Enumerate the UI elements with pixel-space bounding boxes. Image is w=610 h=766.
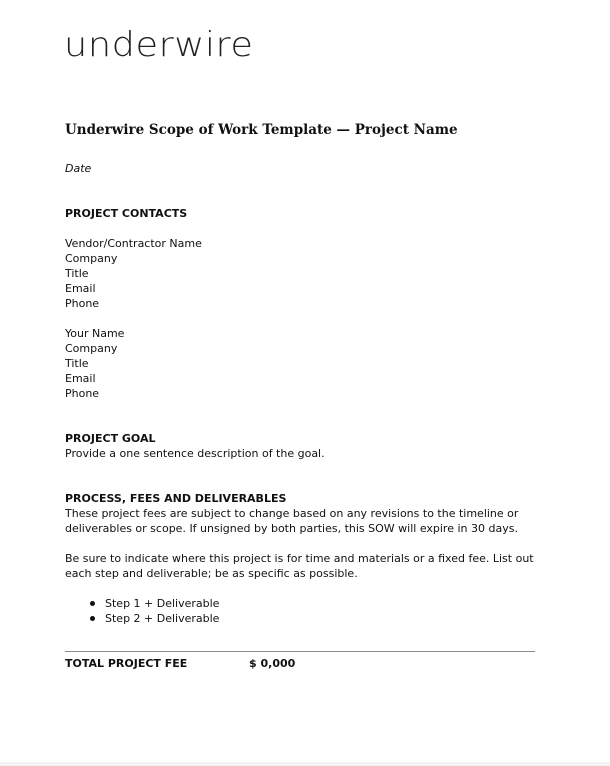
project-goal-text: Provide a one sentence description of the goal. (65, 447, 325, 460)
total-project-fee-value: $ 0,000 (249, 657, 296, 670)
document-title: Underwire Scope of Work Template — Project Name (65, 122, 458, 138)
list-item (65, 596, 535, 611)
total-project-fee-label: TOTAL PROJECT FEE (65, 657, 188, 670)
page-bottom-edge (0, 762, 610, 766)
project-contacts-heading: PROJECT CONTACTS (65, 207, 188, 220)
vendor-contact-block (65, 236, 202, 311)
client-name: Your Name (65, 327, 125, 340)
client-phone: Phone (65, 387, 100, 400)
underwire-logo: underwire (64, 25, 254, 65)
client-email: Email (65, 372, 96, 385)
list-item (65, 611, 535, 626)
document-date: Date (65, 162, 92, 175)
step-label: Step 2 + Deliverable (105, 612, 220, 625)
step-label: Step 1 + Deliverable (105, 597, 220, 610)
process-section (65, 491, 535, 626)
project-goal-section (65, 431, 325, 461)
vendor-email: Email (65, 282, 96, 295)
project-contacts-section (65, 206, 202, 401)
client-title: Title (65, 357, 89, 370)
deliverables-list (65, 596, 535, 626)
bullet-icon (90, 616, 95, 621)
client-contact-block (65, 326, 202, 401)
client-company: Company (65, 342, 118, 355)
bullet-icon (90, 601, 95, 606)
process-paragraph-fees: These project fees are subject to change based on any revisions to the timeline or deliverables or scope. If unsigned by both parties, this SOW will expire in 30 days. (65, 507, 519, 535)
vendor-phone: Phone (65, 297, 100, 310)
total-divider (65, 651, 535, 652)
process-paragraph-instructions: Be sure to indicate where this project is for time and materials or a fixed fee. List out each step and deliverable; be as specific as possible. (65, 552, 534, 580)
project-goal-heading: PROJECT GOAL (65, 432, 156, 445)
vendor-name: Vendor/Contractor Name (65, 237, 202, 250)
process-heading: PROCESS, FEES AND DELIVERABLES (65, 492, 287, 505)
vendor-company: Company (65, 252, 118, 265)
vendor-title: Title (65, 267, 89, 280)
